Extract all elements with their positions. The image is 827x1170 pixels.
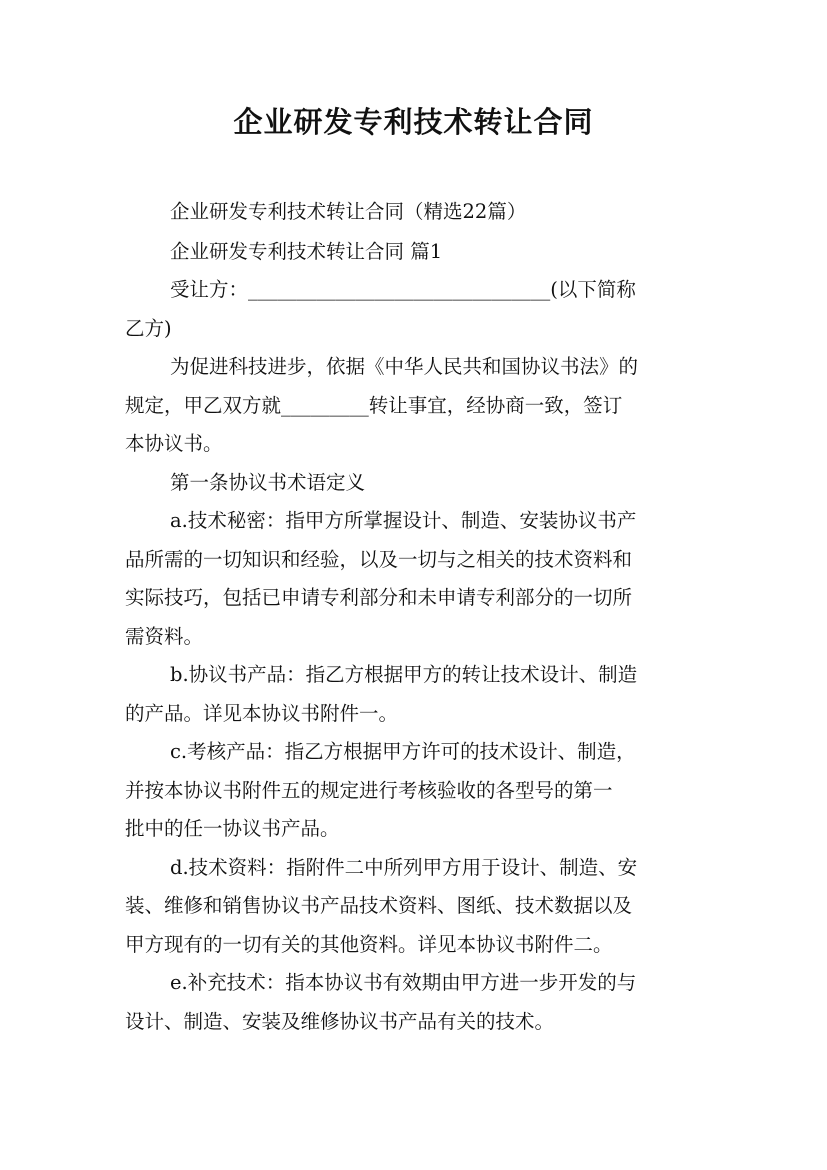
paragraph-line: c.考核产品：指乙方根据甲方许可的技术设计、制造， [170, 740, 636, 763]
paragraph-line: 需资料。 [125, 625, 204, 648]
paragraph-line: 的产品。详见本协议书附件一。 [125, 702, 399, 725]
paragraph-line: 为促进科技进步，依据《中华人民共和国协议书法》的 [170, 355, 639, 378]
paragraph-line: 受让方：_______________________________(以下简称 [170, 278, 636, 301]
paragraph-line: 甲方现有的一切有关的其他资料。详见本协议书附件二。 [125, 933, 613, 956]
section-heading: 企业研发专利技术转让合同 篇1 [170, 240, 443, 263]
paragraph-line: 装、维修和销售协议书产品技术资料、图纸、技术数据以及 [125, 894, 633, 917]
paragraph-line: 本协议书。 [125, 432, 223, 455]
paragraph-line: b.协议书产品：指乙方根据甲方的转让技术设计、制造 [170, 663, 638, 686]
paragraph-line: 乙方) [125, 317, 172, 340]
clause-heading: 第一条协议书术语定义 [170, 471, 366, 494]
paragraph-line: 品所需的一切知识和经验，以及一切与之相关的技术资料和 [125, 548, 633, 571]
paragraph-line: 规定，甲乙双方就_________转让事宜，经协商一致，签订 [125, 394, 623, 417]
paragraph-line: a.技术秘密：指甲方所掌握设计、制造、安装协议书产 [170, 509, 637, 532]
paragraph-line: 设计、制造、安装及维修协议书产品有关的技术。 [125, 1010, 555, 1033]
paragraph-line: 批中的任一协议书产品。 [125, 817, 340, 840]
paragraph-line: d.技术资料：指附件二中所列甲方用于设计、制造、安 [170, 856, 638, 879]
paragraph-line: 实际技巧，包括已申请专利部分和未申请专利部分的一切所 [125, 586, 633, 609]
paragraph-line: e.补充技术：指本协议书有效期由甲方进一步开发的与 [170, 971, 637, 994]
subtitle-line: 企业研发专利技术转让合同（精选22篇） [170, 200, 527, 223]
paragraph-line: 并按本协议书附件五的规定进行考核验收的各型号的第一 [125, 779, 613, 802]
document-title: 企业研发专利技术转让合同 [233, 105, 594, 139]
